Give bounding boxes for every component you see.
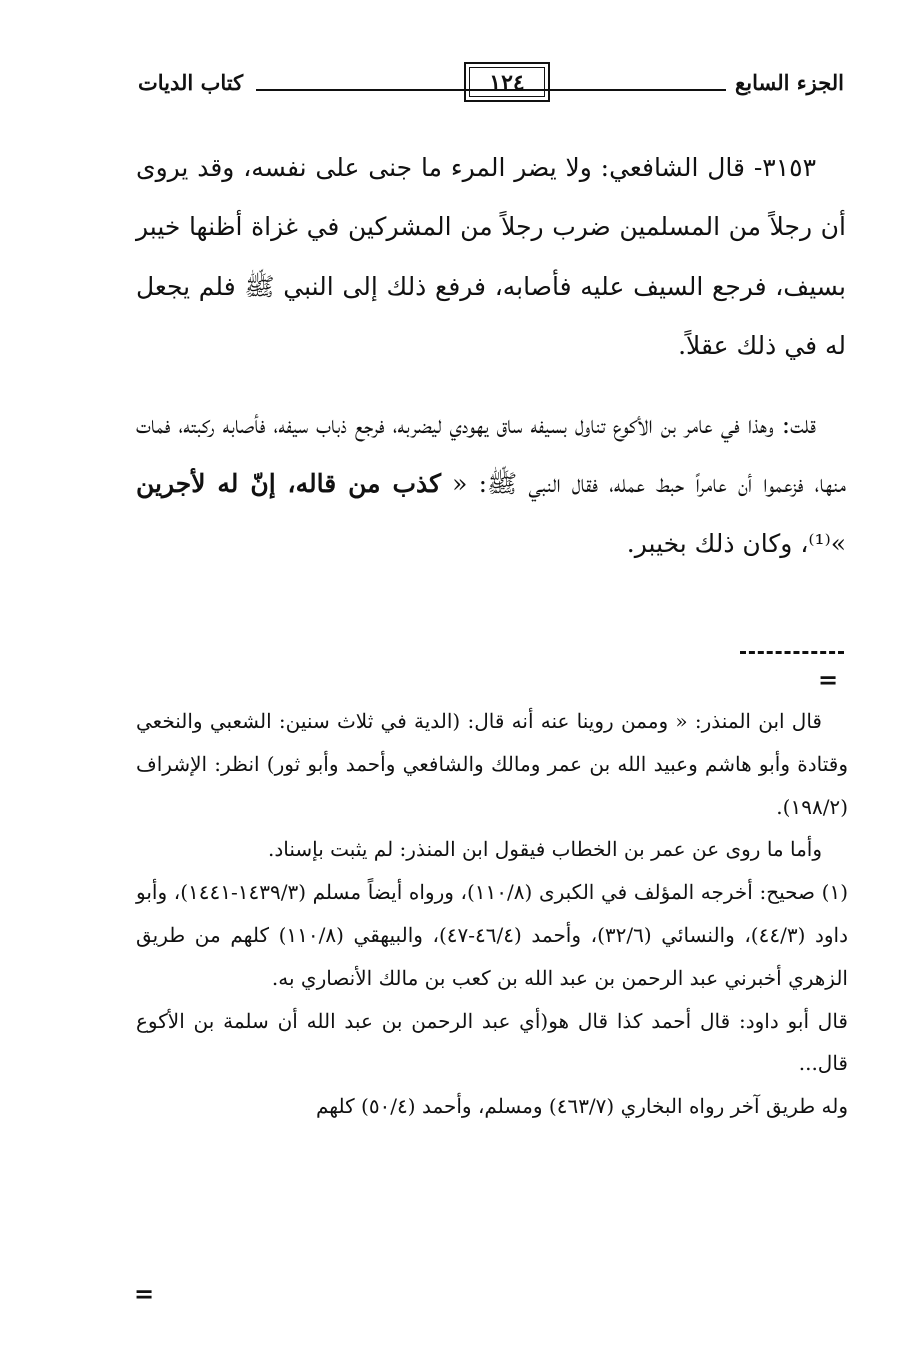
paragraph-commentary xyxy=(136,395,846,573)
volume-label: الجزء السابع xyxy=(735,70,844,95)
page-number-box xyxy=(464,62,550,102)
footnote-umar: وأما ما روى عن عمر بن الخطاب فيقول ابن المنذر: لم يثبت بإسناد. xyxy=(267,837,822,862)
footnotes xyxy=(136,700,848,1128)
commentary-text: قلت: وهذا في عامر بن الأكوع تناول بسيفه ساق يهودي ليضربه، فرجع ذباب سيفه، فأصابه ركبته، فمات منها، فزعموا أن عامراً حبط عمله، فقال النبي ﷺ: « xyxy=(136,410,846,499)
footnote-separator xyxy=(740,651,844,654)
main-text xyxy=(136,138,846,573)
continuation-marker-top: = xyxy=(818,665,839,694)
footnote-abu-dawud: قال أبو داود: قال أحمد كذا قال هو(أي عبد الرحمن بن عبد الله أن سلمة بن الأكوع قال... xyxy=(136,1008,848,1076)
continuation-marker-bottom: = xyxy=(134,1279,155,1308)
page-header xyxy=(138,62,844,110)
prophet-quote: كذب من قاله، إنّ له لأجرين xyxy=(136,469,442,499)
page-number: ١٢٤ xyxy=(489,70,525,96)
footnote-ibn-mundhir: قال ابن المنذر: « وممن روينا عنه أنه قال: (الدية في ثلاث سنين: الشعبي والنخعي وقتادة وأبو هاشم وعبيد الله بن عمر ومالك والشافعي وأحمد وأبو ثور) انظر: الإشراف (١٩٨/٢). xyxy=(136,709,848,819)
book-title: كتاب الديات xyxy=(138,70,244,95)
header-rule-left xyxy=(256,89,466,91)
commentary-ending: »⁽¹⁾، وكان ذلك بخيبر. xyxy=(626,528,846,558)
paragraph-hadith-3153: ٣١٥٣- قال الشافعي: ولا يضر المرء ما جنى على نفسه، وقد يروى أن رجلاً من المسلمين ضرب رجلاً من المشركين في غزاة أظنها خيبر بسيف، فرجع السيف عليه فأصابه، فرفع ذلك إلى النبي ﷺ فلم يجعل له في ذلك عقلاً. xyxy=(136,153,846,360)
footnote-other-route: وله طريق آخر رواه البخاري (٤٦٣/٧) ومسلم، وأحمد (٥٠/٤) كلهم xyxy=(315,1094,848,1119)
footnote-1: (١) صحيح: أخرجه المؤلف في الكبرى (١١٠/٨)، ورواه أيضاً مسلم (١٤٣٩/٣-١٤٤١)، وأبو داود (٤٤/٣)، والنسائي (٣٢/٦)، وأحمد (٤٦/٤-٤٧)، والبيهقي (١١٠/٨) كلهم من طريق الزهري أخبرني عبد الرحمن بن عبد الله بن كعب بن مالك الأنصاري به. xyxy=(136,880,849,990)
